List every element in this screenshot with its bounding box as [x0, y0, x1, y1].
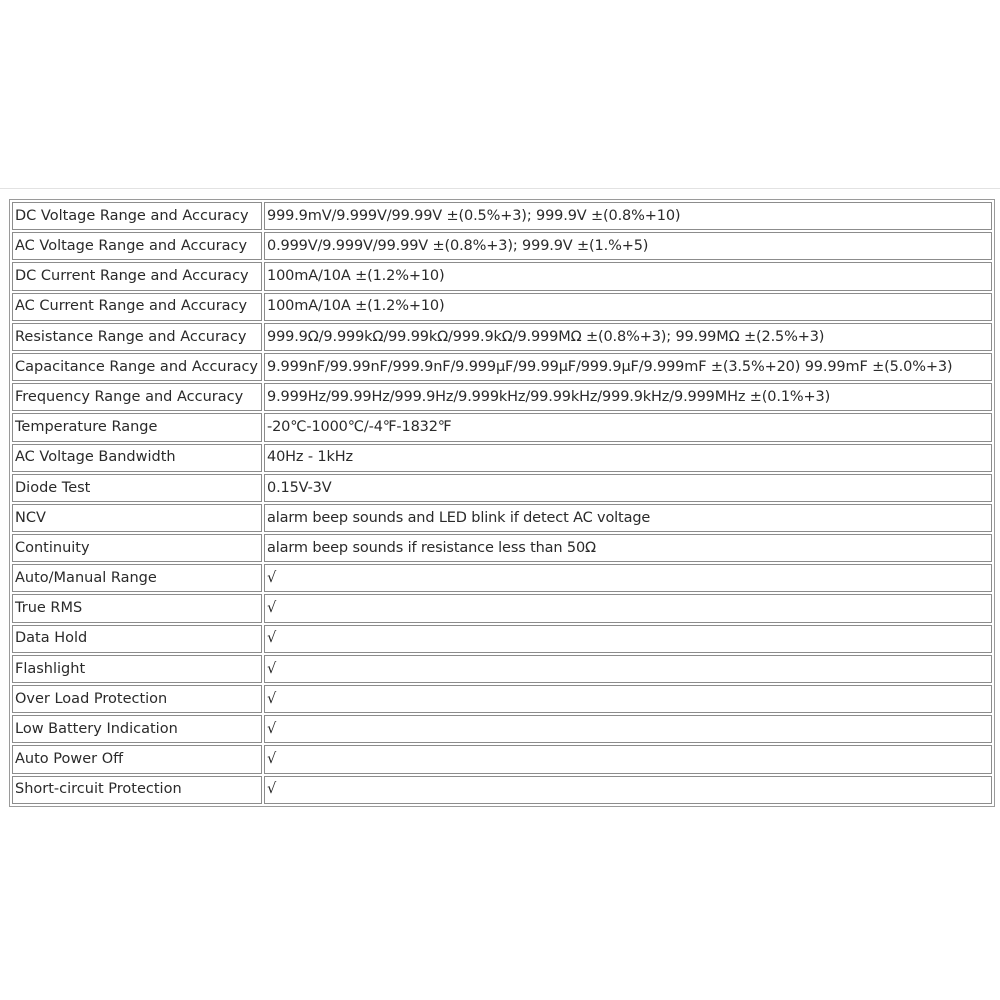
spec-label: True RMS — [12, 594, 262, 622]
table-row — [12, 293, 992, 321]
spec-label: AC Voltage Bandwidth — [12, 444, 262, 472]
table-row — [12, 323, 992, 351]
table-row — [12, 625, 992, 653]
spec-value: 100mA/10A ±(1.2%+10) — [264, 262, 992, 290]
spec-value: 999.9mV/9.999V/99.99V ±(0.5%+3); 999.9V ±(0.8%+10) — [264, 202, 992, 230]
spec-label: DC Current Range and Accuracy — [12, 262, 262, 290]
table-row — [12, 202, 992, 230]
spec-value: 40Hz - 1kHz — [264, 444, 992, 472]
table-row — [12, 232, 992, 260]
spec-label: AC Current Range and Accuracy — [12, 293, 262, 321]
spec-value: √ — [264, 564, 992, 592]
spec-value: √ — [264, 776, 992, 804]
spec-label: Diode Test — [12, 474, 262, 502]
table-row — [12, 564, 992, 592]
spec-label: NCV — [12, 504, 262, 532]
table-row — [12, 474, 992, 502]
spec-label: Temperature Range — [12, 413, 262, 441]
spec-value: √ — [264, 655, 992, 683]
spec-label: Resistance Range and Accuracy — [12, 323, 262, 351]
spec-label: Continuity — [12, 534, 262, 562]
spec-label: Short-circuit Protection — [12, 776, 262, 804]
spec-label: Frequency Range and Accuracy — [12, 383, 262, 411]
spec-value: alarm beep sounds if resistance less than 50Ω — [264, 534, 992, 562]
spec-label: Over Load Protection — [12, 685, 262, 713]
table-row — [12, 444, 992, 472]
table-row — [12, 685, 992, 713]
table-row — [12, 745, 992, 773]
spec-value: 0.999V/9.999V/99.99V ±(0.8%+3); 999.9V ±(1.%+5) — [264, 232, 992, 260]
spec-value: 999.9Ω/9.999kΩ/99.99kΩ/999.9kΩ/9.999MΩ ±(0.8%+3); 99.99MΩ ±(2.5%+3) — [264, 323, 992, 351]
table-row — [12, 413, 992, 441]
spec-value: √ — [264, 625, 992, 653]
table-row — [12, 776, 992, 804]
spec-value: √ — [264, 685, 992, 713]
spec-value: 0.15V-3V — [264, 474, 992, 502]
table-row — [12, 594, 992, 622]
table-row — [12, 504, 992, 532]
table-row — [12, 534, 992, 562]
spec-label: Flashlight — [12, 655, 262, 683]
table-row — [12, 715, 992, 743]
spec-value: 100mA/10A ±(1.2%+10) — [264, 293, 992, 321]
table-row — [12, 383, 992, 411]
spec-value: -20℃-1000℃/-4℉-1832℉ — [264, 413, 992, 441]
spec-value: alarm beep sounds and LED blink if detect AC voltage — [264, 504, 992, 532]
spec-label: Auto Power Off — [12, 745, 262, 773]
spec-table — [9, 199, 995, 807]
table-row — [12, 262, 992, 290]
spec-label: Data Hold — [12, 625, 262, 653]
top-divider — [0, 188, 1000, 189]
spec-label: DC Voltage Range and Accuracy — [12, 202, 262, 230]
table-row — [12, 353, 992, 381]
spec-label: Auto/Manual Range — [12, 564, 262, 592]
spec-label: Low Battery Indication — [12, 715, 262, 743]
spec-label: AC Voltage Range and Accuracy — [12, 232, 262, 260]
spec-value: 9.999Hz/99.99Hz/999.9Hz/9.999kHz/99.99kHz/999.9kHz/9.999MHz ±(0.1%+3) — [264, 383, 992, 411]
spec-value: √ — [264, 594, 992, 622]
spec-value: 9.999nF/99.99nF/999.9nF/9.999μF/99.99μF/999.9μF/9.999mF ±(3.5%+20) 99.99mF ±(5.0%+3) — [264, 353, 992, 381]
spec-value: √ — [264, 715, 992, 743]
spec-value: √ — [264, 745, 992, 773]
spec-label: Capacitance Range and Accuracy — [12, 353, 262, 381]
table-row — [12, 655, 992, 683]
